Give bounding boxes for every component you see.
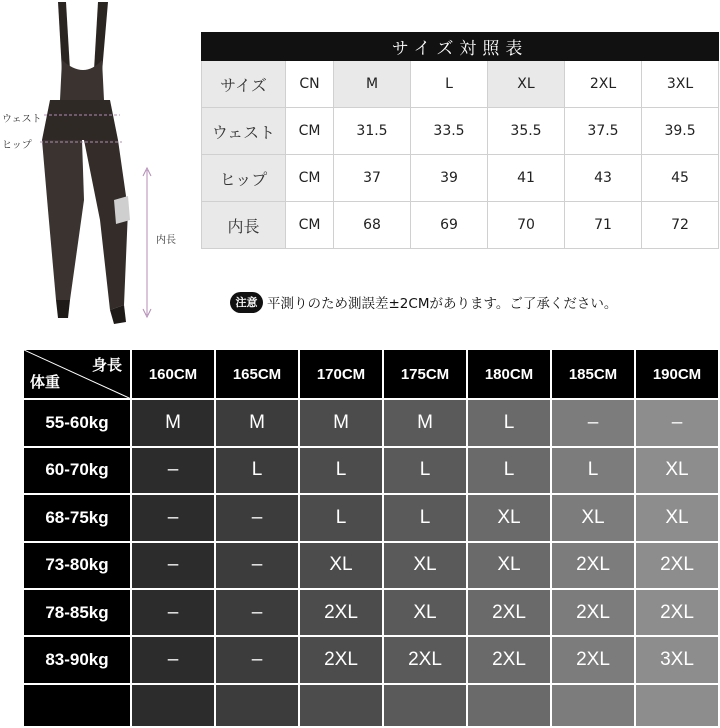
- height-axis-label: 身長: [91, 357, 122, 374]
- weight-row: [23, 636, 719, 683]
- size-cell: –: [131, 542, 215, 589]
- header-cell: M: [334, 61, 411, 108]
- size-cell: XL: [383, 589, 467, 636]
- size-cell: L: [299, 494, 383, 541]
- size-cell: 2XL: [635, 589, 719, 636]
- size-cell: M: [215, 399, 299, 446]
- size-cell: M: [383, 399, 467, 446]
- size-cell: XL: [635, 447, 719, 494]
- size-cell: 2XL: [551, 589, 635, 636]
- table-cell: 37: [334, 155, 411, 202]
- size-cell: –: [215, 494, 299, 541]
- size-cell: L: [383, 447, 467, 494]
- size-cell: L: [299, 447, 383, 494]
- size-table-title: サイズ対照表: [202, 33, 719, 61]
- size-cell: 2XL: [551, 636, 635, 683]
- size-cell: –: [215, 636, 299, 683]
- table-cell: 71: [565, 202, 642, 249]
- size-cell: XL: [635, 494, 719, 541]
- size-cell: M: [131, 399, 215, 446]
- table-cell: 35.5: [488, 108, 565, 155]
- blank-cell: [467, 684, 551, 727]
- table-cell: 68: [334, 202, 411, 249]
- size-cell: XL: [299, 542, 383, 589]
- header-cell: 2XL: [565, 61, 642, 108]
- hip-label: ヒップ: [2, 140, 32, 151]
- size-cell: –: [131, 589, 215, 636]
- blank-cell: [131, 684, 215, 727]
- size-cell: L: [551, 447, 635, 494]
- measurement-note: [230, 290, 617, 314]
- height-header: 170CM: [299, 349, 383, 399]
- height-header: 180CM: [467, 349, 551, 399]
- blank-cell: [215, 684, 299, 727]
- size-table-row: [202, 108, 719, 155]
- weight-row: [23, 494, 719, 541]
- table-cell: 37.5: [565, 108, 642, 155]
- table-cell: 70: [488, 202, 565, 249]
- size-cell: 3XL: [635, 636, 719, 683]
- blank-cell: [635, 684, 719, 727]
- size-cell: M: [299, 399, 383, 446]
- weight-row: [23, 399, 719, 446]
- size-recommendation-table: [22, 348, 720, 728]
- blank-cell: [23, 684, 131, 727]
- size-cell: 2XL: [551, 542, 635, 589]
- height-header: 160CM: [131, 349, 215, 399]
- weight-axis-label: 体重: [30, 374, 61, 392]
- size-cell: L: [215, 447, 299, 494]
- weight-row: [23, 542, 719, 589]
- size-cell: XL: [383, 542, 467, 589]
- table-cell: CM: [286, 108, 334, 155]
- weight-row: [23, 589, 719, 636]
- bib-tights-product-image: [0, 0, 200, 330]
- note-text: 平測りのため測誤差±2CMがあります。ご了承ください。: [267, 296, 618, 312]
- row-label: ヒップ: [202, 155, 286, 202]
- size-cell: 2XL: [383, 636, 467, 683]
- size-cell: –: [215, 589, 299, 636]
- weight-label: 55-60kg: [23, 399, 131, 446]
- header-cell: 3XL: [642, 61, 719, 108]
- height-header: 175CM: [383, 349, 467, 399]
- size-table-row: [202, 155, 719, 202]
- table-cell: 45: [642, 155, 719, 202]
- size-cell: XL: [551, 494, 635, 541]
- size-cell: XL: [467, 542, 551, 589]
- waist-label: ウェスト: [2, 114, 42, 125]
- height-header: 185CM: [551, 349, 635, 399]
- corner-cell: [23, 349, 131, 399]
- row-label: 内長: [202, 202, 286, 249]
- blank-cell: [551, 684, 635, 727]
- table-cell: 31.5: [334, 108, 411, 155]
- table-cell: 41: [488, 155, 565, 202]
- size-comparison-table: [201, 32, 719, 249]
- weight-row: [23, 447, 719, 494]
- table-cell: 33.5: [411, 108, 488, 155]
- weight-label: 83-90kg: [23, 636, 131, 683]
- table-cell: 39.5: [642, 108, 719, 155]
- height-header-row: [23, 349, 719, 399]
- weight-label: 60-70kg: [23, 447, 131, 494]
- weight-label: 78-85kg: [23, 589, 131, 636]
- table-cell: 39: [411, 155, 488, 202]
- height-header: 165CM: [215, 349, 299, 399]
- size-cell: 2XL: [299, 636, 383, 683]
- size-cell: –: [131, 636, 215, 683]
- size-table-row: [202, 202, 719, 249]
- row-label: ウェスト: [202, 108, 286, 155]
- size-cell: –: [635, 399, 719, 446]
- inseam-label: 内長: [156, 235, 176, 246]
- size-cell: 2XL: [299, 589, 383, 636]
- weight-label: 68-75kg: [23, 494, 131, 541]
- blank-cell: [383, 684, 467, 727]
- table-cell: CM: [286, 155, 334, 202]
- table-cell: 43: [565, 155, 642, 202]
- size-cell: –: [131, 447, 215, 494]
- size-table-header-row: [202, 61, 719, 108]
- size-cell: –: [551, 399, 635, 446]
- weight-label: 73-80kg: [23, 542, 131, 589]
- size-cell: L: [467, 447, 551, 494]
- blank-cell: [299, 684, 383, 727]
- size-cell: –: [215, 542, 299, 589]
- table-cell: CM: [286, 202, 334, 249]
- size-cell: 2XL: [467, 589, 551, 636]
- header-cell: CN: [286, 61, 334, 108]
- size-cell: 2XL: [635, 542, 719, 589]
- note-badge: 注意: [230, 292, 263, 313]
- header-cell: L: [411, 61, 488, 108]
- header-cell: XL: [488, 61, 565, 108]
- table-cell: 69: [411, 202, 488, 249]
- size-cell: 2XL: [467, 636, 551, 683]
- table-cell: 72: [642, 202, 719, 249]
- blank-row: [23, 684, 719, 727]
- height-header: 190CM: [635, 349, 719, 399]
- size-cell: –: [131, 494, 215, 541]
- size-cell: XL: [467, 494, 551, 541]
- size-cell: L: [383, 494, 467, 541]
- header-cell: サイズ: [202, 61, 286, 108]
- size-cell: L: [467, 399, 551, 446]
